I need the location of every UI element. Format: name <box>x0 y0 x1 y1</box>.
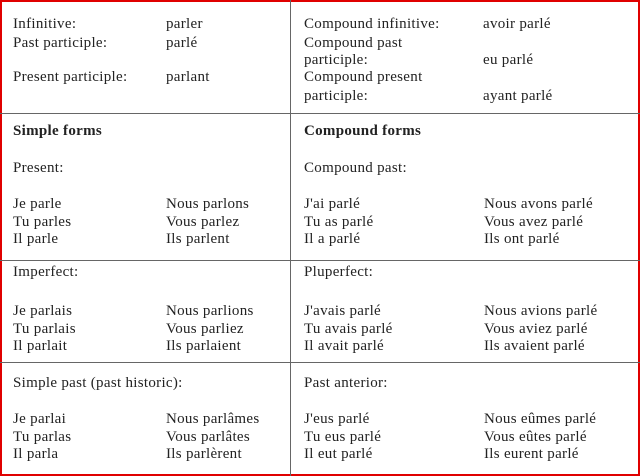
infinitive-label: Infinitive: <box>13 16 77 32</box>
singular-form: Je parlai <box>13 411 67 427</box>
plural-form: Nous eûmes parlé <box>484 411 597 427</box>
singular-form: J'ai parlé <box>304 196 361 212</box>
singular-form: Je parlais <box>13 303 73 319</box>
tense-title: Imperfect: <box>13 264 79 280</box>
plural-form: Vous parlâtes <box>166 428 251 445</box>
plural-form: Ils eurent parlé <box>484 446 579 462</box>
plural-form: Ils ont parlé <box>484 231 560 247</box>
row-divider <box>0 113 640 114</box>
past-participle-value: parlé <box>166 35 198 51</box>
plural-form: Nous parlâmes <box>166 411 260 427</box>
simple-forms-heading: Simple forms <box>13 123 103 139</box>
plural-form: Vous eûtes parlé <box>484 428 587 445</box>
tense-title: Present: <box>13 160 64 176</box>
singular-form: Il parlait <box>13 338 68 354</box>
compound-past-participle-label: Compound past <box>304 35 403 51</box>
row-divider <box>0 260 640 261</box>
plural-form: Ils parlaient <box>166 338 242 354</box>
past-participle-label: Past participle: <box>13 35 108 51</box>
plural-form: Nous parlions <box>166 303 254 319</box>
singular-form: Tu parles <box>13 213 72 230</box>
plural-form: Vous parliez <box>166 320 244 337</box>
row-divider <box>0 362 640 363</box>
tense-title: Simple past (past historic): <box>13 375 183 391</box>
singular-form: Tu parlas <box>13 428 72 445</box>
plural-form: Vous aviez parlé <box>484 320 588 337</box>
tense-title: Past anterior: <box>304 375 388 391</box>
singular-form: Tu avais parlé <box>304 320 393 337</box>
compound-present-participle-label-2: participle: <box>304 88 369 104</box>
singular-form: Il parle <box>13 231 59 247</box>
plural-form: Nous avons parlé <box>484 196 593 212</box>
compound-forms-heading: Compound forms <box>304 123 422 139</box>
present-participle-label: Present participle: <box>13 69 128 85</box>
singular-form: Il a parlé <box>304 231 361 247</box>
singular-form: Je parle <box>13 196 62 212</box>
singular-form: Tu eus parlé <box>304 428 382 445</box>
plural-form: Vous avez parlé <box>484 213 584 230</box>
plural-form: Ils avaient parlé <box>484 338 585 354</box>
plural-form: Ils parlèrent <box>166 446 242 462</box>
plural-form: Vous parlez <box>166 213 240 230</box>
singular-form: J'avais parlé <box>304 303 381 319</box>
singular-form: Il parla <box>13 446 59 462</box>
singular-form: Tu as parlé <box>304 213 374 230</box>
compound-infinitive-value: avoir parlé <box>483 16 551 32</box>
tense-title: Pluperfect: <box>304 264 374 280</box>
tense-title: Compound past: <box>304 160 407 176</box>
plural-form: Nous parlons <box>166 196 250 212</box>
plural-form: Nous avions parlé <box>484 303 598 319</box>
singular-form: Il avait parlé <box>304 338 384 354</box>
compound-past-participle-value: eu parlé <box>483 52 534 68</box>
present-participle-value: parlant <box>166 69 210 85</box>
compound-present-participle-value: ayant parlé <box>483 88 553 104</box>
singular-form: Tu parlais <box>13 320 76 337</box>
compound-present-participle-label: Compound present <box>304 69 423 85</box>
singular-form: Il eut parlé <box>304 446 373 462</box>
plural-form: Ils parlent <box>166 231 230 247</box>
column-divider <box>290 0 291 476</box>
compound-past-participle-label-2: participle: <box>304 52 369 68</box>
compound-infinitive-label: Compound infinitive: <box>304 16 440 32</box>
singular-form: J'eus parlé <box>304 411 370 427</box>
infinitive-value: parler <box>166 16 203 32</box>
